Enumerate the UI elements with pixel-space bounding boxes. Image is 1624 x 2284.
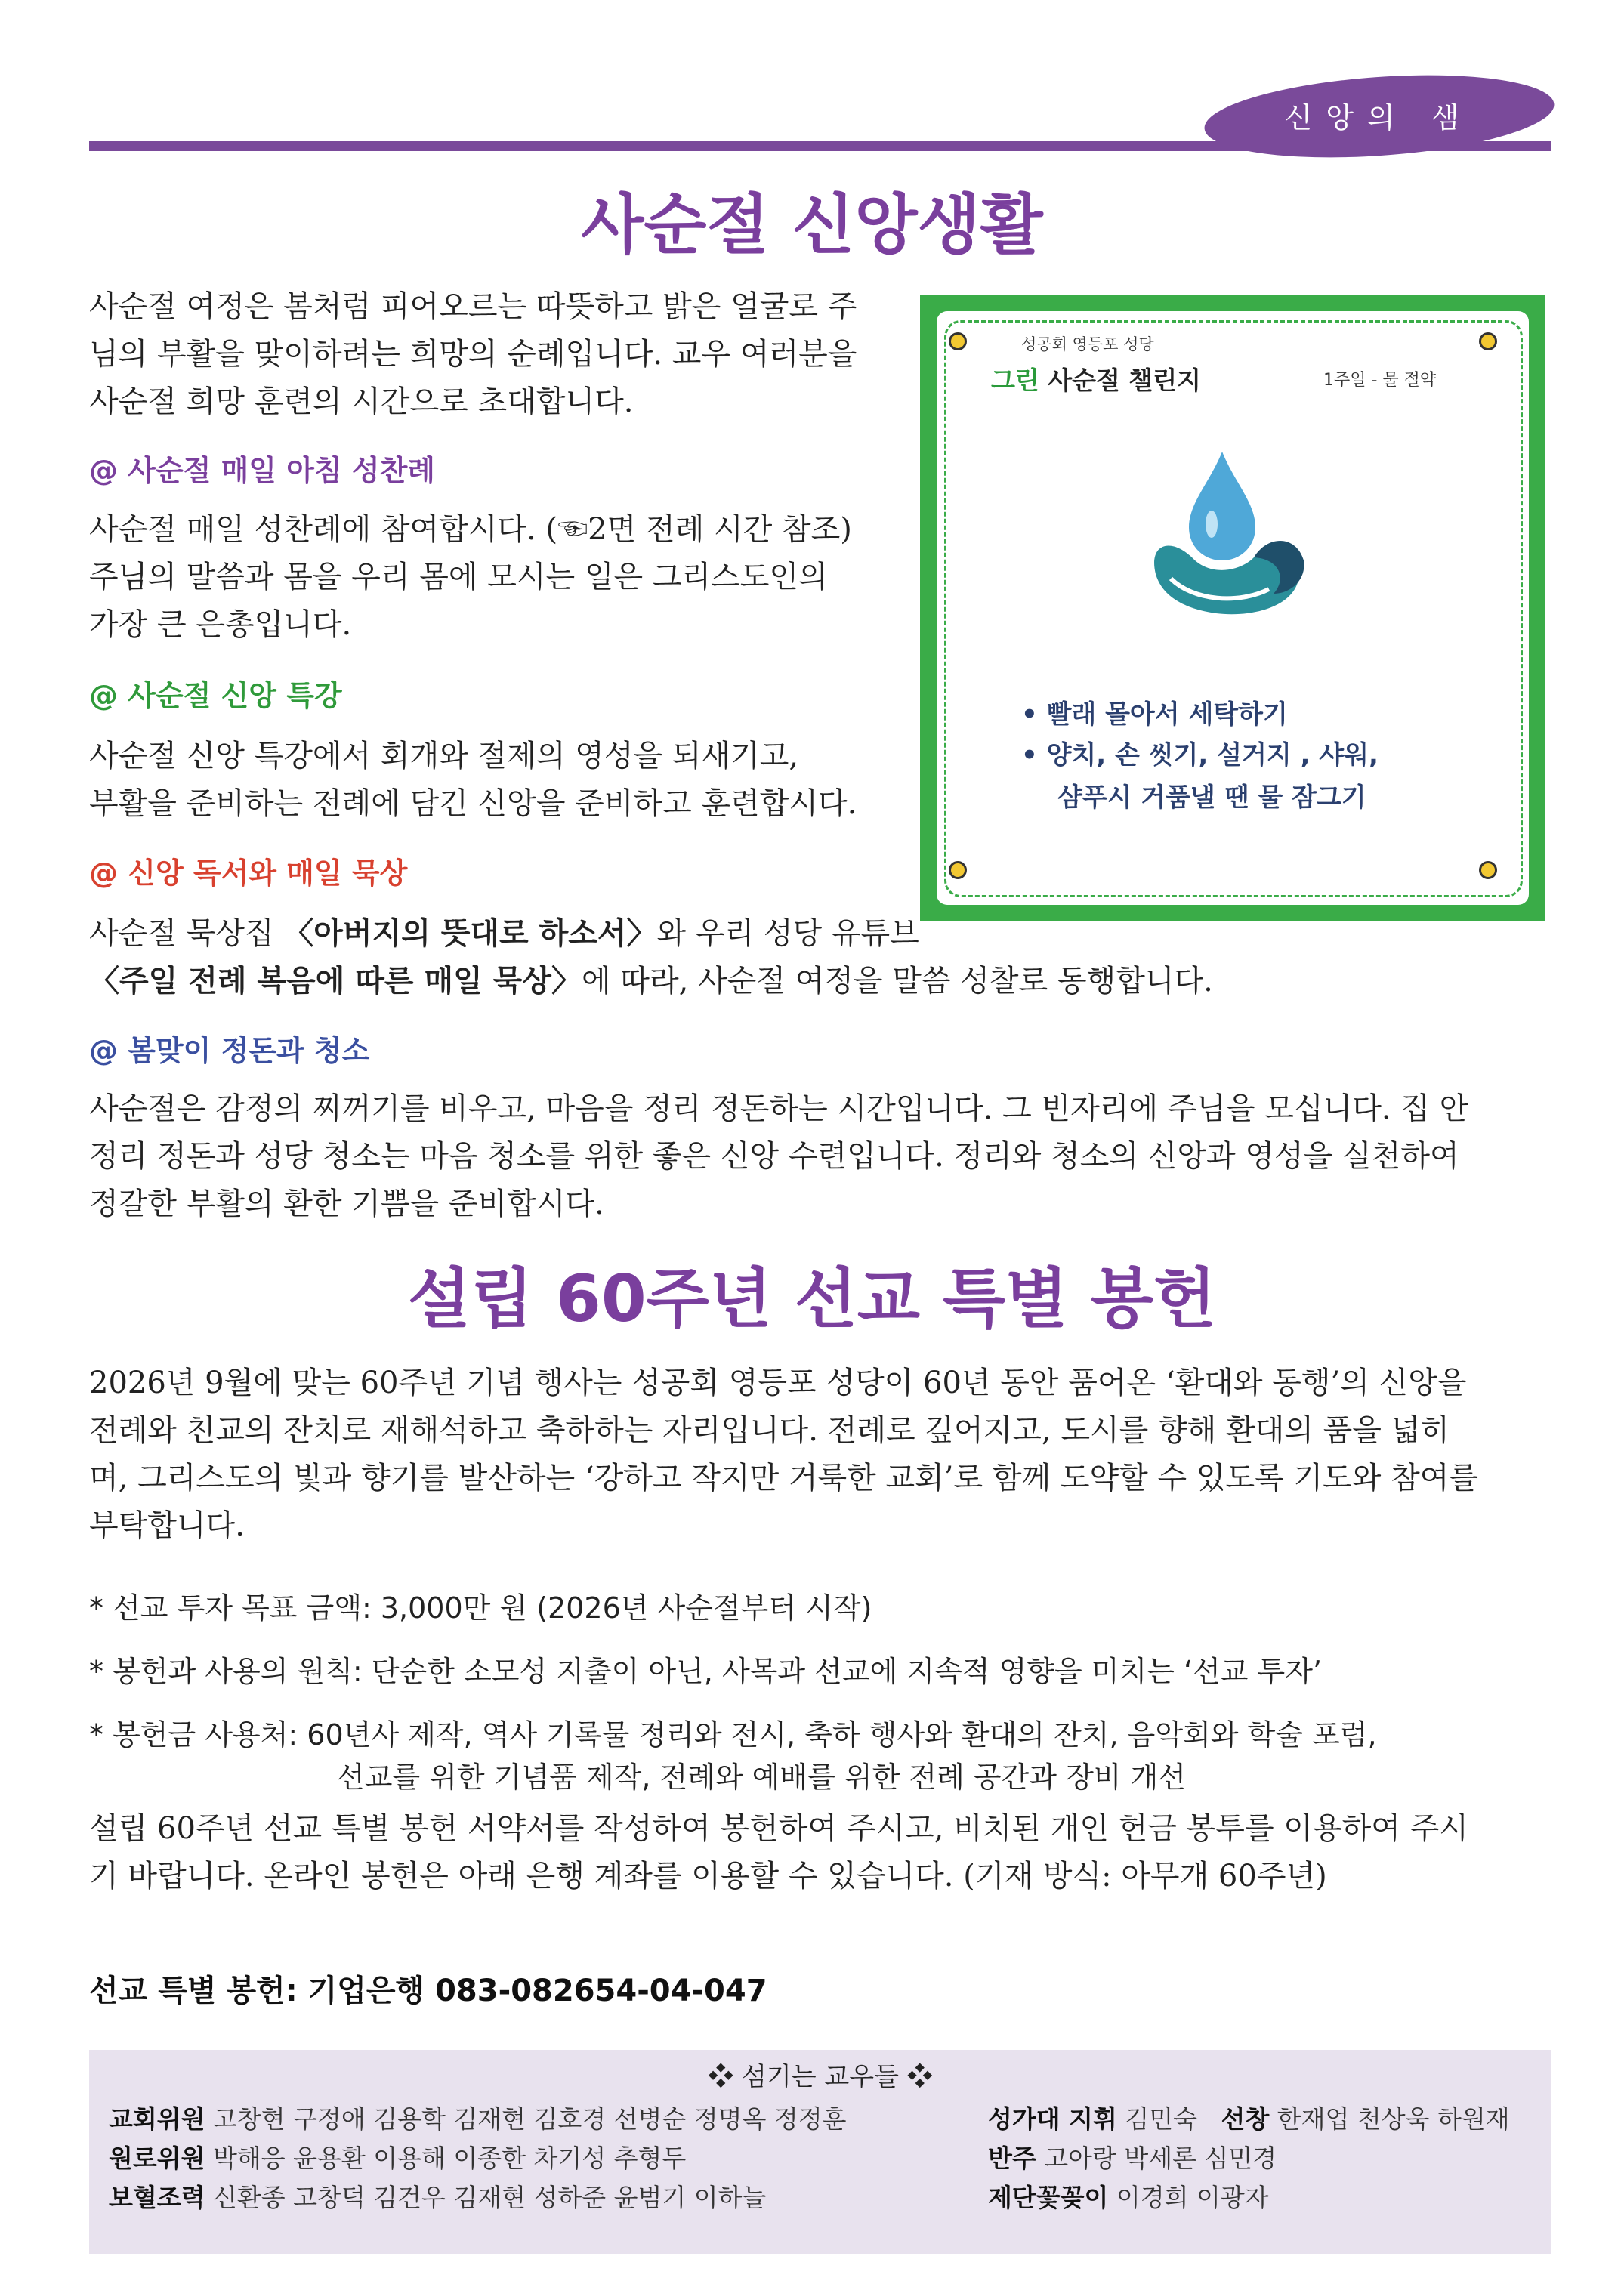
servers-row: 보혈조력 신환종 고창덕 김건우 김재현 성하준 윤범기 이하늘 [109, 2183, 767, 2212]
text-line: 사순절은 감정의 찌꺼기를 비우고, 마음을 정리 정돈하는 시간입니다. 그 빈자리에 주님을 모십니다. 집 안 [89, 1091, 1469, 1126]
text-line: 가장 큰 은총입니다. [89, 607, 352, 642]
servers-row: 교회위원 고창현 구정애 김용학 김재현 김호경 선병순 정명옥 정정훈 [109, 2104, 847, 2134]
text-line: 사순절 묵상집 〈아버지의 뜻대로 하소서〉와 우리 성당 유튜브 [89, 916, 919, 951]
text-line: 기 바랍니다. 온라인 봉헌은 아래 은행 계좌를 이용할 수 있습니다. (기재 방식: 아무개 60주년) [89, 1859, 1327, 1894]
text-line: 부탁합니다. [89, 1508, 245, 1543]
servers-row: 성가대 지휘 김민숙 선창 한재업 천상욱 하원재 [988, 2104, 1510, 2134]
text-line: 〈주일 전례 복음에 따른 매일 묵상〉에 따라, 사순절 여정을 말씀 성찰로 동행합니다. [89, 964, 1213, 998]
heading-spring-cleaning: @ 봄맞이 정돈과 청소 [89, 1034, 370, 1067]
card-item: • 빨래 몰아서 세탁하기 [1021, 699, 1288, 730]
text-line: 2026년 9월에 맞는 60주년 기념 행사는 성공회 영등포 성당이 60년 동안 품어온 ‘환대와 동행’의 신앙을 [89, 1366, 1467, 1400]
text-line: 정리 정돈과 성당 청소는 마음 청소를 위한 좋은 신앙 수련입니다. 정리와 청소의 신앙과 영성을 실천하여 [89, 1139, 1459, 1174]
heading-faith-lecture: @ 사순절 신앙 특강 [89, 679, 342, 712]
card-corner-dot [949, 861, 967, 879]
text-line: 사순절 매일 성찬례에 참여합시다. (☜2면 전례 시간 참조) [89, 512, 852, 547]
morning-eucharist-text [89, 506, 852, 649]
card-title: 그린 사순절 챌린지 [991, 366, 1202, 395]
card-item: • 양치, 손 씻기, 설거지 , 샤워, [1021, 740, 1379, 770]
spring-cleaning-text [89, 1085, 1468, 1228]
water-drop-hands-icon [1141, 446, 1314, 627]
youtube-series-title: 〈주일 전례 복음에 따른 매일 묵상〉 [89, 964, 582, 998]
text-line: 며, 그리스도의 빛과 향기를 발산하는 ‘강하고 작지만 거룩한 교회’로 함께 도약할 수 있도록 기도와 참여를 [89, 1461, 1479, 1495]
anniversary-body [89, 1360, 1551, 1550]
card-corner-dot [1479, 332, 1497, 350]
meditation-book-title: 〈아버지의 뜻대로 하소서〉 [283, 916, 657, 951]
point-usage: * 봉헌금 사용처: 60년사 제작, 역사 기록물 정리와 전시, 축하 행사와 환대의 잔치, 음악회와 학술 포럼, [89, 1718, 1377, 1752]
anniversary-title: 설립 60주년 선교 특별 봉헌 [407, 1261, 1217, 1337]
intro-line: 사순절 희망 훈련의 시간으로 초대합니다. [89, 384, 634, 419]
lent-title: 사순절 신앙생활 [581, 187, 1043, 263]
card-church-name: 성공회 영등포 성당 [1021, 335, 1154, 353]
text-line: 전례와 친교의 잔치로 재해석하고 축하하는 자리입니다. 전례로 깊어지고, 도시를 향해 환대의 품을 넓히 [89, 1413, 1450, 1448]
intro-line: 사순절 여정은 봄처럼 피어오르는 따뜻하고 밝은 얼굴로 주 [89, 289, 857, 324]
servers-row: 반주 고아랑 박세론 심민경 [988, 2144, 1277, 2173]
card-corner-dot [1479, 861, 1497, 879]
anniversary-closing [89, 1805, 1551, 1900]
servers-heading: ❖ 섬기는 교우들 ❖ [708, 2062, 933, 2092]
card-week-label: 1주일 - 물 절약 [1323, 371, 1437, 390]
point-target-amount: * 선교 투자 목표 금액: 3,000만 원 (2026년 사순절부터 시작) [89, 1591, 872, 1625]
point-principle: * 봉헌과 사용의 원칙: 단순한 소모성 지출이 아닌, 사목과 선교에 지속적 영향을 미치는 ‘선교 투자’ [89, 1655, 1323, 1688]
lent-intro [89, 283, 905, 426]
intro-line: 님의 부활을 맞이하려는 희망의 순례입니다. 교우 여러분을 [89, 337, 857, 372]
text-line: 사순절 신앙 특강에서 회개와 절제의 영성을 되새기고, [89, 739, 799, 773]
card-item: 샴푸시 거품낼 땐 물 잠그기 [1057, 782, 1366, 813]
heading-morning-eucharist: @ 사순절 매일 아침 성찬례 [89, 454, 435, 487]
text-line: 주님의 말씀과 몸을 우리 몸에 모시는 일은 그리스도인의 [89, 560, 828, 594]
bank-account: 선교 특별 봉헌: 기업은행 083-082654-04-047 [89, 1974, 767, 2008]
heading-reading-meditation: @ 신앙 독서와 매일 묵상 [89, 857, 408, 890]
reading-meditation-text [89, 910, 1213, 1005]
servers-row: 제단꽃꽂이 이경희 이광자 [988, 2183, 1269, 2212]
faith-lecture-text [89, 733, 857, 828]
card-corner-dot [949, 332, 967, 350]
section-tag: 신앙의 샘 [1284, 101, 1473, 134]
text-line: 설립 60주년 선교 특별 봉헌 서약서를 작성하여 봉헌하여 주시고, 비치된 개인 헌금 봉투를 이용하여 주시 [89, 1811, 1468, 1846]
text-line: 부활을 준비하는 전례에 담긴 신앙을 준비하고 훈련합시다. [89, 786, 857, 821]
text-line: 정갈한 부활의 환한 기쁨을 준비합시다. [89, 1187, 604, 1221]
servers-row: 원로위원 박해응 윤용환 이용해 이종한 차기성 추형두 [109, 2144, 687, 2173]
point-usage-cont: 선교를 위한 기념품 제작, 전례와 예배를 위한 전례 공간과 장비 개선 [337, 1761, 1186, 1794]
